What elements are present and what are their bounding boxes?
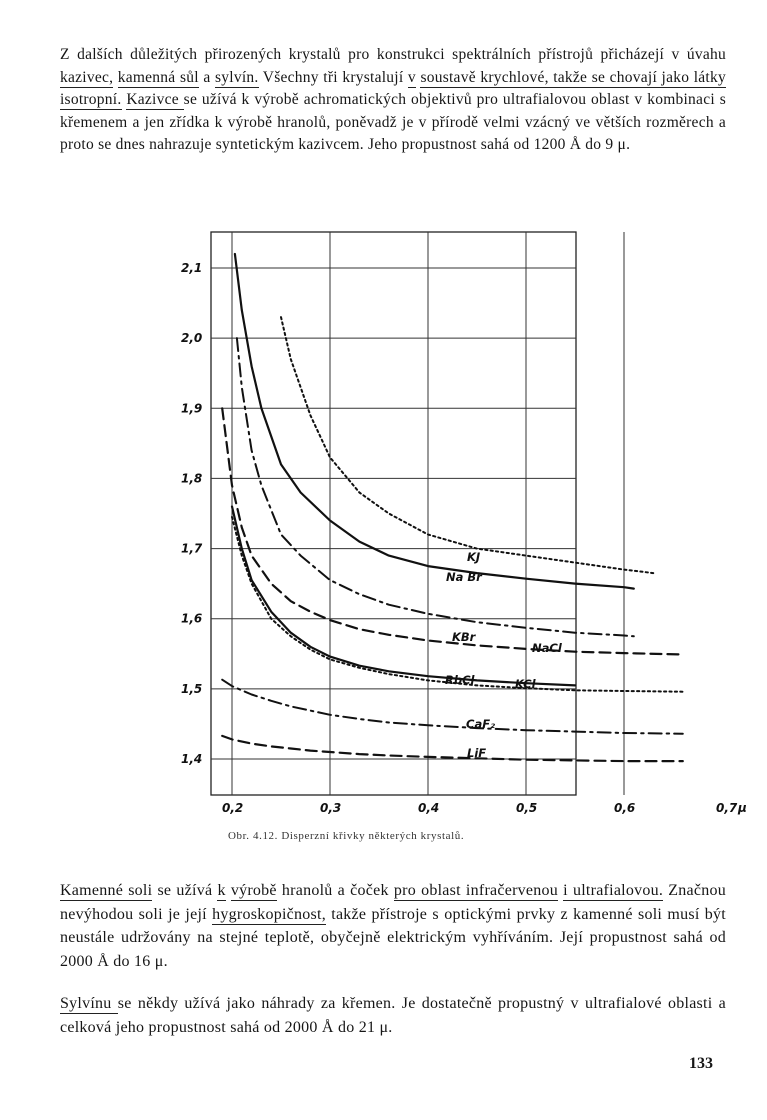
curve-kcl [232,517,683,692]
curve-nacl [222,408,683,654]
x-tick-label: 0,2 [222,801,244,815]
curve-caf [222,680,683,734]
text-span: a [198,68,215,86]
curve-label: LiF [467,746,487,760]
curve-label: Na Br [446,570,482,584]
x-tick-label: 0,7 [716,801,738,815]
y-tick-label: 1,8 [181,471,203,486]
underlined-soustave: soustavě krychlové, takže se chovají jako látky isotropní. [60,68,726,108]
y-tick-label: 2,1 [181,261,203,275]
underlined-ultrafialovou: i ultrafialovou. [563,882,664,899]
text-span: hranolů a čoček [276,882,394,899]
underlined-kazivce: Kazivce [126,91,184,108]
underlined-kazivec: kazivec, [60,68,114,86]
underlined-sylvinu: Sylvínu [60,995,118,1012]
y-tick-label: 1,9 [181,401,203,416]
text-span: takže přístroje s optickými prvky z kamenné soli musí být neustále udržovány na stejné teplotě, obyčejně elektrickým vyhříváním. Její propustnost sahá od 2000 Å do 16 μ. [60,905,727,970]
sylvin-paragraph [60,992,726,1039]
rock-salt-paragraph [60,879,726,973]
curve-label: KBr [452,630,476,644]
x-tick-label: 0,5 [516,801,538,815]
text-span: Všechny tři krystalují [258,68,408,86]
underlined-k: k [217,882,226,899]
underlined-kamenne-soli: Kamenné soli [60,882,153,899]
y-tick-label: 1,4 [181,752,203,766]
chart-frame [211,232,576,795]
x-axis-unit: μ [738,801,747,815]
text-span: se užívá k výrobě achromatických objektivů pro ultrafialovou oblast v kombinaci s křemenem a jen zřídka k výrobě hranolů, poněvadž je v přírodě velmi vzácný ve větších rozměrech a proto se dnes nahrazuje syntetickým kazivcem. Jeho propustnost sahá od 1200 Å do 9 μ. [60,91,726,153]
figure-caption: Obr. 4.12. Disperzní křivky některých krystalů. [228,830,465,842]
underlined-kamenna-sul: kamenná sůl [117,68,199,86]
curve-label: KCl [515,677,536,691]
underlined-oblast: pro oblast infračervenou [393,882,559,899]
y-tick-label: 1,7 [181,541,203,556]
y-tick-label: 1,6 [181,611,203,626]
curve-kj [281,317,653,573]
curve-label: KJ [467,550,481,564]
curve-lif [222,736,683,761]
text-span: se užívá [152,882,218,899]
y-tick-label: 1,5 [181,681,203,696]
y-tick-label: 2,0 [181,331,203,346]
curve-nabr [235,254,634,589]
page-number: 133 [689,1055,713,1072]
x-tick-label: 0,6 [614,801,636,815]
text-span: se někdy užívá jako náhrady za křemen. Je dostatečně propustný v ultrafialové oblasti a celková jeho propustnost sahá od 2000 Å do 21 μ. [60,995,726,1036]
x-tick-label: 0,3 [320,801,342,815]
x-tick-label: 0,4 [418,801,440,815]
curve-rbcl [232,507,575,686]
text-span: Z dalších důležitých přirozených krystalů pro konstrukci spektrálních přístrojů přicházejí v úvahu [60,46,726,63]
curve-label: NaCl [532,641,562,655]
underlined-v: v [407,68,416,86]
underlined-hygroskopicnost: hygroskopičnost, [212,905,326,923]
curve-label: RbCl [445,673,475,687]
text-span: Značnou nevýhodou soli je její [60,882,727,923]
underlined-sylvin: sylvín. [214,68,259,86]
curve-label: CaF₂ [466,717,496,731]
underlined-vyrobe: výrobě [230,882,277,899]
